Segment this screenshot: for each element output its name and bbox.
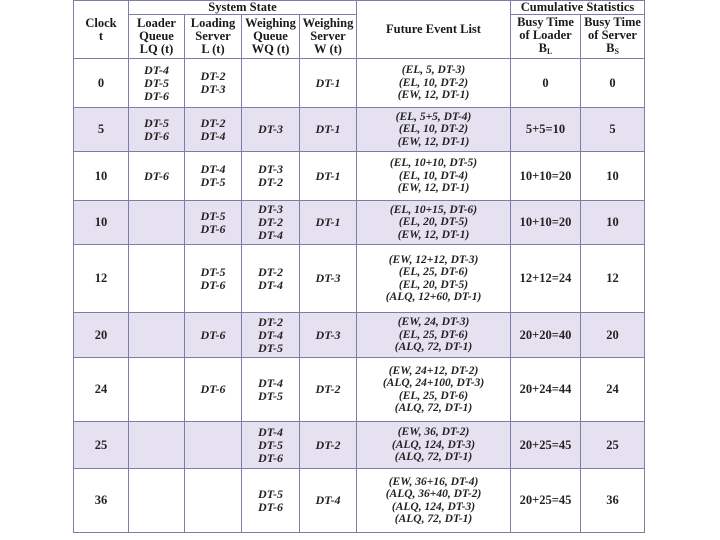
clock-cell: 36 xyxy=(74,469,129,533)
busy-server-cell: 36 xyxy=(581,469,645,533)
busy-server-cell: 0 xyxy=(581,59,645,108)
future-event-list-cell-item: (EL, 5+5, DT-4) xyxy=(395,110,472,123)
weighing-server-cell xyxy=(300,108,357,152)
weighing-server-cell-item: DT-4 xyxy=(315,493,341,507)
future-event-list-cell-item: (EL, 10, DT-2) xyxy=(398,123,469,136)
future-event-list-cell-item: (EL, 25, DT-6) xyxy=(398,266,469,278)
loading-server-cell-item: DT-4 xyxy=(200,128,226,143)
weighing-queue-cell-item: DT-3 xyxy=(258,202,283,216)
future-event-list-cell-item: (EW, 36, DT-2) xyxy=(397,426,470,439)
weighing-server-cell xyxy=(300,313,357,358)
busy-loader-cell: 5+5=10 xyxy=(511,108,581,152)
future-event-list-cell xyxy=(357,152,511,201)
future-event-list-cell-item: (EW, 12, DT-1) xyxy=(397,89,470,102)
loading-server-cell xyxy=(185,245,242,313)
loading-server-cell-item: DT-6 xyxy=(200,221,226,236)
future-event-list-cell xyxy=(357,59,511,108)
loading-server-cell-item: DT-4 xyxy=(200,162,226,176)
weighing-server-cell-item: DT-1 xyxy=(315,75,341,90)
busy-loader-cell: 10+10=20 xyxy=(511,152,581,201)
weighing-server-cell-item: DT-1 xyxy=(315,215,341,229)
table-row xyxy=(74,108,645,152)
weighing-queue-header: Weighing Queue WQ (t) xyxy=(242,15,300,59)
future-event-list-cell-item: (ALQ, 24+100, DT-3) xyxy=(382,377,485,389)
busy-loader-cell: 20+25=45 xyxy=(511,422,581,469)
clock-header: Clock t xyxy=(74,1,129,59)
future-event-list-cell-item: (EW, 36+16, DT-4) xyxy=(388,475,479,488)
busy-loader-cell: 20+20=40 xyxy=(511,313,581,358)
table-row xyxy=(74,201,645,245)
weighing-queue-cell xyxy=(242,469,300,533)
weighing-queue-cell xyxy=(242,422,300,469)
future-event-list-cell-item: (EL, 20, DT-5) xyxy=(398,216,469,229)
loading-server-cell xyxy=(185,469,242,533)
loading-server-cell-item: DT-3 xyxy=(200,82,226,96)
future-event-list-cell-item: (EW, 12, DT-1) xyxy=(397,228,470,241)
loader-queue-cell xyxy=(129,422,185,469)
busy-loader-cell: 10+10=20 xyxy=(511,201,581,245)
weighing-server-cell xyxy=(300,469,357,533)
weighing-server-cell-item: DT-1 xyxy=(315,122,341,136)
loading-server-cell xyxy=(185,201,242,245)
table-row xyxy=(74,469,645,533)
loading-server-cell xyxy=(185,152,242,201)
loader-queue-cell xyxy=(129,201,185,245)
future-event-list-cell-item: (ALQ, 72, DT-1) xyxy=(394,402,473,414)
busy-server-cell: 25 xyxy=(581,422,645,469)
table-row xyxy=(74,152,645,201)
weighing-server-cell-item: DT-1 xyxy=(315,168,341,183)
future-event-list-cell-item: (EW, 12, DT-1) xyxy=(397,135,470,148)
loading-server-cell-item: DT-2 xyxy=(200,115,226,130)
loading-server-cell-item: DT-5 xyxy=(200,208,226,223)
loading-server-cell-item: DT-5 xyxy=(200,175,226,189)
weighing-queue-cell xyxy=(242,245,300,313)
loading-server-cell-item: DT-6 xyxy=(200,327,226,342)
weighing-queue-cell-item: DT-4 xyxy=(258,327,283,342)
loading-server-cell xyxy=(185,422,242,469)
future-event-list-cell-item: (EW, 12, DT-1) xyxy=(397,182,470,195)
weighing-queue-cell-item: DT-6 xyxy=(258,499,283,514)
busy-server-cell: 5 xyxy=(581,108,645,152)
busy-loader-cell: 20+25=45 xyxy=(511,469,581,533)
weighing-server-cell-item: DT-2 xyxy=(315,437,341,452)
table-row xyxy=(74,358,645,422)
weighing-queue-cell-item: DT-4 xyxy=(258,424,283,439)
system-state-header: System State xyxy=(129,1,357,15)
header-group-row xyxy=(74,1,645,15)
table-row xyxy=(74,59,645,108)
busy-server-cell: 10 xyxy=(581,152,645,201)
future-event-list-cell xyxy=(357,108,511,152)
table-row xyxy=(74,245,645,313)
loader-queue-cell xyxy=(129,313,185,358)
weighing-queue-cell-item: DT-4 xyxy=(258,277,283,292)
weighing-queue-cell xyxy=(242,358,300,422)
weighing-queue-cell-item: DT-3 xyxy=(258,122,283,136)
loader-queue-cell-item: DT-5 xyxy=(144,75,169,90)
weighing-server-cell xyxy=(300,245,357,313)
weighing-queue-cell xyxy=(242,59,300,108)
loader-queue-cell xyxy=(129,59,185,108)
loading-server-cell-item: DT-6 xyxy=(200,382,226,396)
weighing-server-cell xyxy=(300,152,357,201)
future-event-list-header: Future Event List xyxy=(357,1,511,59)
loader-queue-cell xyxy=(129,152,185,201)
future-event-list-cell-item: (EL, 10+15, DT-6) xyxy=(389,203,478,216)
table-body xyxy=(74,59,645,533)
future-event-list-cell-item: (ALQ, 12+60, DT-1) xyxy=(385,291,482,303)
future-event-list-cell xyxy=(357,422,511,469)
weighing-server-cell-item: DT-3 xyxy=(315,271,341,285)
loading-server-cell-item: DT-6 xyxy=(200,277,226,292)
weighing-queue-cell-item: DT-4 xyxy=(258,375,283,390)
future-event-list-cell xyxy=(357,358,511,422)
table-row xyxy=(74,313,645,358)
weighing-queue-cell-item: DT-2 xyxy=(258,215,283,229)
busy-server-cell: 24 xyxy=(581,358,645,422)
busy-loader-cell: 20+24=44 xyxy=(511,358,581,422)
future-event-list-cell-item: (EL, 20, DT-5) xyxy=(398,278,469,291)
future-event-list-cell-item: (EL, 5, DT-3) xyxy=(401,64,466,77)
future-event-list-cell-item: (EW, 24, DT-3) xyxy=(397,316,470,329)
loading-server-cell-item: DT-2 xyxy=(200,69,226,83)
weighing-server-cell xyxy=(300,201,357,245)
future-event-list-cell-item: (ALQ, 124, DT-3) xyxy=(391,500,476,513)
loader-queue-cell-item: DT-6 xyxy=(144,88,169,103)
weighing-queue-cell xyxy=(242,152,300,201)
busy-server-cell: 12 xyxy=(581,245,645,313)
future-event-list-cell-item: (EL, 10, DT-4) xyxy=(398,169,469,182)
weighing-queue-cell-item: DT-6 xyxy=(258,450,283,465)
cumulative-statistics-header: Cumulative Statistics xyxy=(511,1,645,15)
loader-queue-cell-item: DT-6 xyxy=(144,128,169,143)
weighing-queue-cell-item: DT-3 xyxy=(258,162,283,176)
future-event-list-cell xyxy=(357,245,511,313)
busy-server-cell: 10 xyxy=(581,201,645,245)
future-event-list-cell-item: (EW, 12+12, DT-3) xyxy=(388,253,479,266)
future-event-list-cell-item: (EL, 25, DT-6) xyxy=(398,328,469,341)
loading-server-cell-item: DT-5 xyxy=(200,264,226,279)
weighing-queue-cell-item: DT-5 xyxy=(258,388,283,403)
clock-cell: 0 xyxy=(74,59,129,108)
weighing-queue-cell xyxy=(242,201,300,245)
weighing-queue-cell xyxy=(242,108,300,152)
weighing-server-cell xyxy=(300,422,357,469)
weighing-server-cell xyxy=(300,59,357,108)
loader-queue-cell-item: DT-6 xyxy=(144,168,169,183)
weighing-queue-cell xyxy=(242,313,300,358)
weighing-server-cell-item: DT-3 xyxy=(315,327,341,342)
clock-cell: 20 xyxy=(74,313,129,358)
weighing-queue-cell-item: DT-2 xyxy=(258,314,283,329)
clock-cell: 12 xyxy=(74,245,129,313)
loading-server-cell xyxy=(185,59,242,108)
future-event-list-cell xyxy=(357,201,511,245)
future-event-list-cell xyxy=(357,469,511,533)
weighing-queue-cell-item: DT-4 xyxy=(258,228,283,242)
weighing-server-cell xyxy=(300,358,357,422)
future-event-list-cell-item: (ALQ, 72, DT-1) xyxy=(394,451,473,464)
loading-server-cell xyxy=(185,313,242,358)
simulation-table xyxy=(73,0,645,533)
busy-loader-cell: 0 xyxy=(511,59,581,108)
clock-cell: 10 xyxy=(74,152,129,201)
clock-cell: 25 xyxy=(74,422,129,469)
loader-queue-header: Loader Queue LQ (t) xyxy=(129,15,185,59)
future-event-list-cell-item: (EW, 24+12, DT-2) xyxy=(388,364,479,377)
future-event-list-cell-item: (ALQ, 36+40, DT-2) xyxy=(385,488,482,500)
busy-loader-header: Busy Time of Loader $B_L$ xyxy=(511,15,581,59)
clock-cell: 24 xyxy=(74,358,129,422)
clock-cell: 5 xyxy=(74,108,129,152)
loader-queue-cell xyxy=(129,245,185,313)
busy-server-header: Busy Time of Server $B_S$ xyxy=(581,15,645,59)
future-event-list-cell-item: (ALQ, 124, DT-3) xyxy=(391,438,476,451)
weighing-server-header: Weighing Server W (t) xyxy=(300,15,357,59)
weighing-queue-cell-item: DT-5 xyxy=(258,340,283,355)
table-row xyxy=(74,422,645,469)
weighing-queue-cell-item: DT-2 xyxy=(258,175,283,189)
loader-queue-cell-item: DT-4 xyxy=(144,62,169,77)
loader-queue-cell xyxy=(129,108,185,152)
loading-server-cell xyxy=(185,358,242,422)
future-event-list-cell-item: (EL, 10+10, DT-5) xyxy=(389,157,478,170)
future-event-list-cell-item: (EL, 25, DT-6) xyxy=(398,389,469,402)
clock-cell: 10 xyxy=(74,201,129,245)
future-event-list-cell-item: (ALQ, 72, DT-1) xyxy=(394,341,473,354)
loader-queue-cell-item: DT-5 xyxy=(144,115,169,130)
busy-loader-cell: 12+12=24 xyxy=(511,245,581,313)
loader-queue-cell xyxy=(129,358,185,422)
loading-server-cell xyxy=(185,108,242,152)
loading-server-header: Loading Server L (t) xyxy=(185,15,242,59)
future-event-list-cell-item: (ALQ, 72, DT-1) xyxy=(394,513,473,525)
loader-queue-cell xyxy=(129,469,185,533)
future-event-list-cell xyxy=(357,313,511,358)
weighing-queue-cell-item: DT-5 xyxy=(258,437,283,452)
weighing-server-cell-item: DT-2 xyxy=(315,382,341,396)
weighing-queue-cell-item: DT-5 xyxy=(258,486,283,501)
future-event-list-cell-item: (EL, 10, DT-2) xyxy=(398,76,469,89)
weighing-queue-cell-item: DT-2 xyxy=(258,264,283,279)
busy-server-cell: 20 xyxy=(581,313,645,358)
